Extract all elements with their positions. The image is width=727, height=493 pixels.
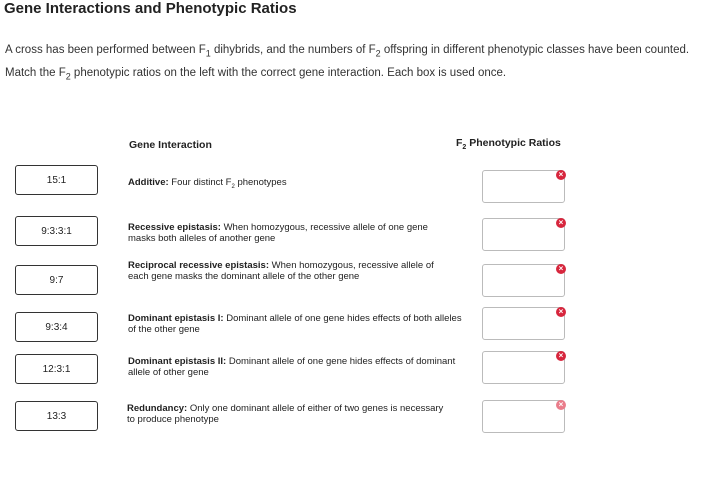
page-title: Gene Interactions and Phenotypic Ratios [4,0,297,17]
x-circle-icon: × [556,264,566,274]
x-circle-icon: × [556,307,566,317]
interaction-dominant-epistasis-2: Dominant epistasis II: Dominant allele of one gene hides effects of dominant allele of other gene [128,356,456,378]
drop-target-reciprocal-recessive-epistasis[interactable] [482,264,565,297]
interaction-dominant-epistasis-1: Dominant epistasis I: Dominant allele of one gene hides effects of both alleles of the other gene [128,313,462,335]
ratio-box-9-7[interactable]: 9:7 [15,265,98,295]
x-circle-icon: × [556,170,566,180]
x-circle-icon: × [556,218,566,228]
drop-target-recessive-epistasis[interactable] [482,218,565,251]
ratios-header: $F_2$ Phenotypic Ratios [456,137,561,152]
drop-target-dominant-epistasis-2[interactable] [482,351,565,384]
drop-target-redundancy[interactable] [482,400,565,433]
ratio-box-15-1[interactable]: 15:1 [15,165,98,195]
interaction-redundancy: Redundancy: Only one dominant allele of either of two genes is necessary to produce phenotype [127,403,444,425]
interaction-recessive-epistasis: Recessive epistasis: When homozygous, recessive allele of one gene masks both alleles of another gene [128,222,428,244]
ratio-box-9-3-4[interactable]: 9:3:4 [15,312,98,342]
x-circle-icon: × [556,400,566,410]
interaction-reciprocal-recessive-epistasis: Reciprocal recessive epistasis: When homozygous, recessive allele of each gene masks the dominant allele of the other gene [128,260,434,282]
gene-interaction-header: Gene Interaction [129,139,212,151]
x-circle-icon: × [556,351,566,361]
drop-target-dominant-epistasis-1[interactable] [482,307,565,340]
drop-target-additive[interactable] [482,170,565,203]
ratio-box-12-3-1[interactable]: 12:3:1 [15,354,98,384]
instructions: A cross has been performed between $F_1$ dihybrids, and the numbers of $F_2$ offspring in different phenotypic classes have been counted. Match the $F_2$ phenotypic ratios on the left with the correct gene interaction. Each box is used once. [5,44,690,82]
ratio-box-9-3-3-1[interactable]: 9:3:3:1 [15,216,98,246]
interaction-additive: Additive: Four distinct $F_2$ phenotypes [128,177,287,190]
ratio-box-13-3[interactable]: 13:3 [15,401,98,431]
